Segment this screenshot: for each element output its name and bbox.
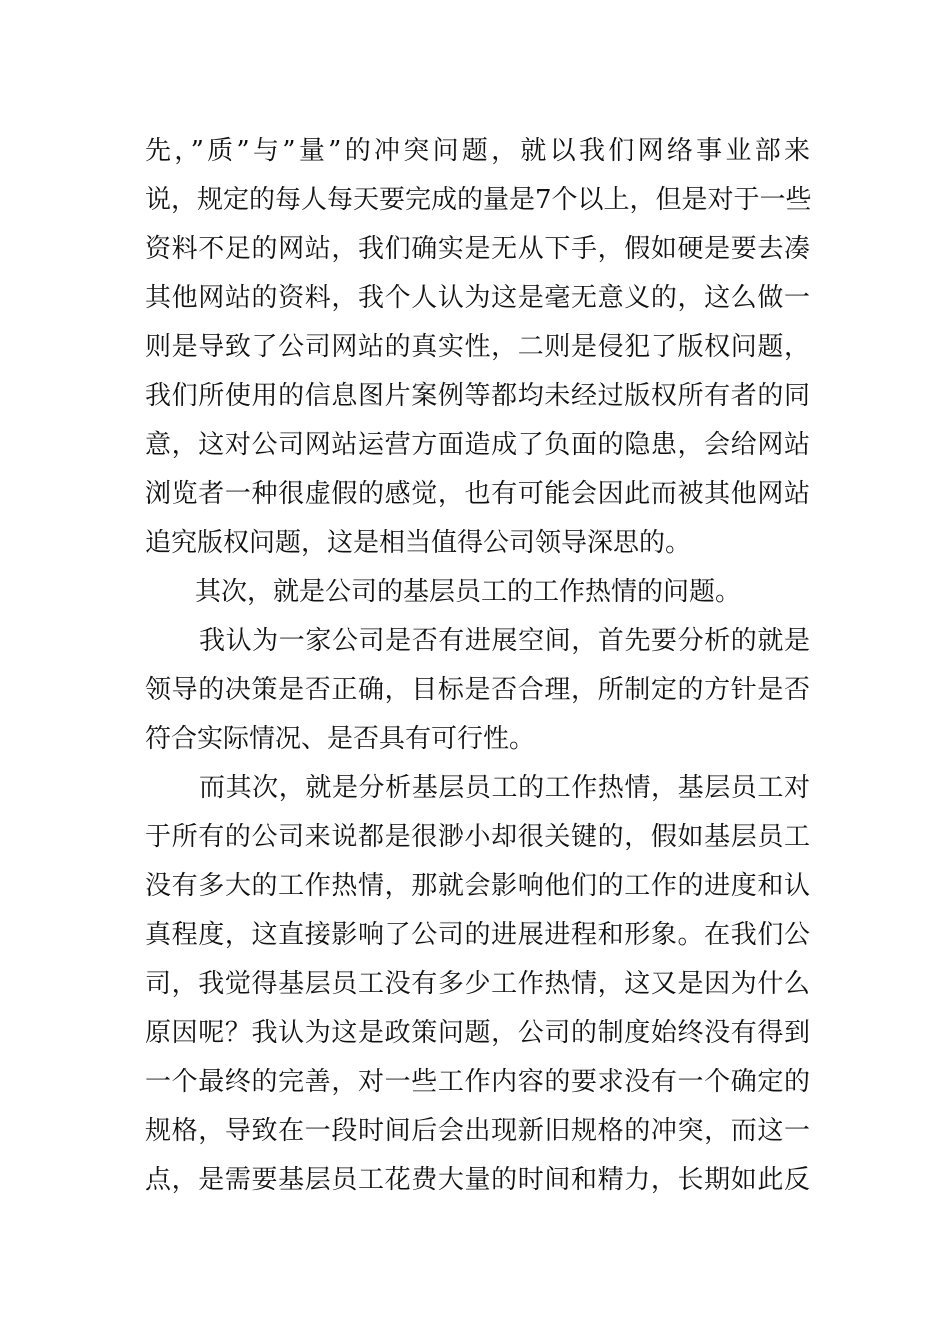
text-line: 原因呢？我认为这是政策问题，公司的制度始终没有得到 [145, 1018, 810, 1048]
paragraph-2 [145, 568, 810, 617]
paragraph-1 [145, 127, 810, 568]
paragraph-4 [145, 764, 810, 1205]
text-line: 而其次，就是分析基层员工的工作热情，基层员工对 [199, 773, 810, 803]
text-line: 追究版权问题，这是相当值得公司领导深思的。 [145, 528, 692, 558]
text-line: 说，规定的每人每天要完成的量是7个以上，但是对于一些 [145, 185, 812, 215]
text-line: 其次，就是公司的基层员工的工作热情的问题。 [195, 577, 742, 607]
text-line: 领导的决策是否正确，目标是否合理，所制定的方针是否 [145, 675, 810, 705]
text-line: 一个最终的完善，对一些工作内容的要求没有一个确定的 [145, 1067, 810, 1097]
document-body [145, 127, 810, 1205]
text-line: 司，我觉得基层员工没有多少工作热情，这又是因为什么 [145, 969, 810, 999]
text-line: 资料不足的网站，我们确实是无从下手，假如硬是要去凑 [145, 234, 810, 264]
text-line: 意，这对公司网站运营方面造成了负面的隐患，会给网站 [145, 430, 810, 460]
paragraph-3 [145, 617, 810, 764]
text-line: 真程度，这直接影响了公司的进展进程和形象。在我们公 [145, 920, 810, 950]
text-line: 符合实际情况、是否具有可行性。 [145, 724, 536, 754]
text-line: 没有多大的工作热情，那就会影响他们的工作的进度和认 [145, 871, 810, 901]
text-line: 我认为一家公司是否有进展空间，首先要分析的就是 [199, 626, 810, 656]
text-line: 于所有的公司来说都是很渺小却很关键的，假如基层员工 [145, 822, 810, 852]
text-line: 先，”质”与”量”的冲突问题，就以我们网络事业部来 [145, 136, 810, 166]
text-line: 我们所使用的信息图片案例等都均未经过版权所有者的同 [145, 381, 810, 411]
text-line: 其他网站的资料，我个人认为这是毫无意义的，这么做一 [145, 283, 810, 313]
text-line: 规格，导致在一段时间后会出现新旧规格的冲突，而这一 [145, 1116, 810, 1146]
text-line: 浏览者一种很虚假的感觉，也有可能会因此而被其他网站 [145, 479, 810, 509]
text-line: 则是导致了公司网站的真实性，二则是侵犯了版权问题， [145, 332, 810, 362]
text-line: 点，是需要基层员工花费大量的时间和精力，长期如此反 [145, 1165, 810, 1195]
